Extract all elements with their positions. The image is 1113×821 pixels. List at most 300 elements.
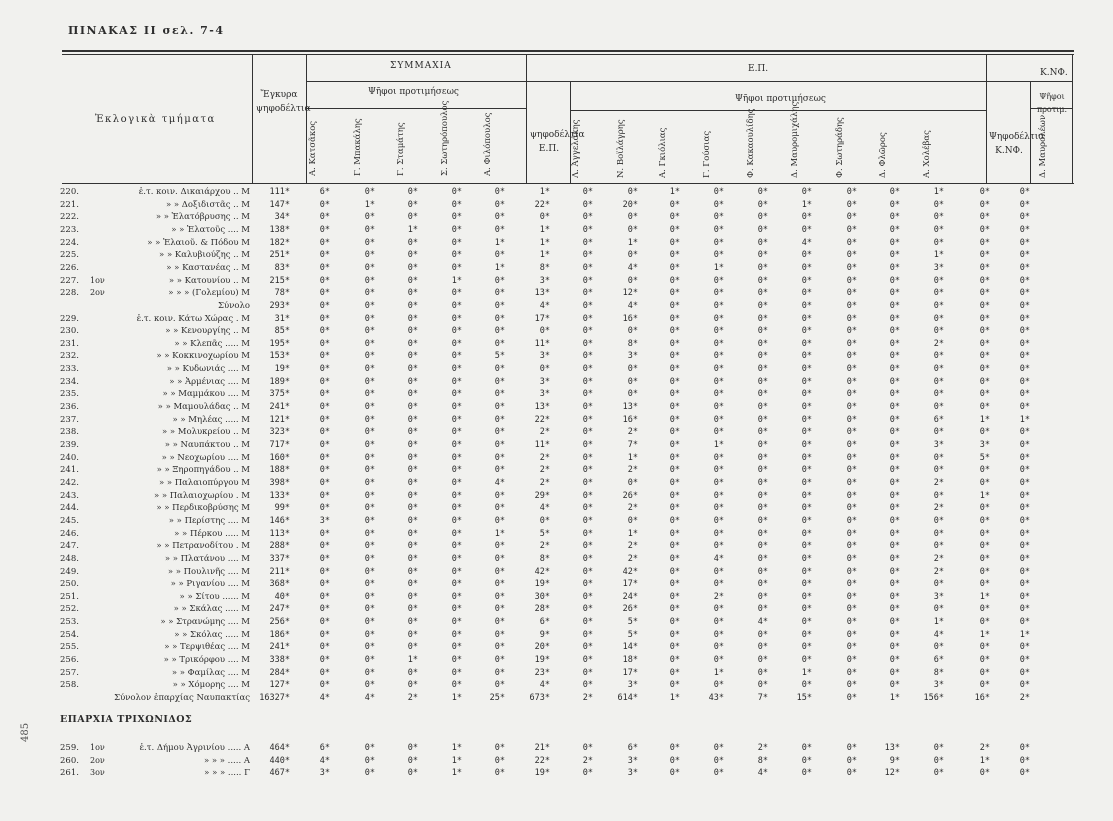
cell-value: 85* [274, 326, 290, 337]
cell-value: 0* [451, 300, 462, 311]
cell-value: 0* [582, 275, 593, 286]
cell-value: 0* [407, 300, 418, 311]
cell-value: 0* [319, 275, 330, 286]
cell-value: 16* [974, 693, 990, 703]
cell-value: 0* [801, 743, 812, 753]
table-row [0, 680, 1113, 691]
cell-value: 0* [451, 452, 462, 463]
cell-value: 0* [364, 224, 375, 235]
cell-value: 21* [534, 743, 550, 753]
cell-value: 16327* [259, 693, 290, 703]
cell-value: 23* [534, 667, 550, 678]
cell-value: 0* [407, 465, 418, 476]
cell-value: 0* [979, 402, 990, 413]
cell-value: 188* [269, 465, 290, 476]
cell-value: 0* [627, 515, 638, 526]
cell-value: 2* [713, 591, 724, 602]
cell-value: 0* [713, 300, 724, 311]
candidate-header: Α. Κατσᾶκος [308, 120, 318, 176]
row-label: » » Κενουργίης .. Μ [165, 326, 250, 337]
table-row [0, 516, 1113, 527]
cell-value: 0* [801, 427, 812, 438]
row-label: » » Καλυβιούζης .. Μ [159, 250, 250, 261]
cell-value: 0* [1019, 212, 1030, 223]
row-number: 223. [60, 224, 79, 235]
cell-value: 0* [889, 604, 900, 615]
cell-value: 398* [269, 477, 290, 488]
row-label: » » Ριγανίου .... Μ [170, 579, 250, 590]
cell-value: 0* [582, 212, 593, 223]
cell-value: 0* [494, 224, 505, 235]
cell-value: 19* [534, 655, 550, 666]
cell-value: 0* [627, 326, 638, 337]
cell-value: 0* [757, 351, 768, 362]
cell-value: 0* [757, 300, 768, 311]
cell-value: 0* [582, 262, 593, 273]
cell-value: 12* [622, 288, 638, 299]
cell-value: 5* [494, 351, 505, 362]
row-label: » » Ἑλατοῦς .... Μ [171, 224, 250, 235]
cell-value: 0* [846, 617, 857, 628]
cell-value: 0* [979, 275, 990, 286]
row-label: » » » ..... Γ [204, 768, 250, 778]
cell-value: 0* [451, 414, 462, 425]
row-label: » » Πουλινῆς .... Μ [167, 566, 250, 577]
cell-value: 0* [801, 528, 812, 539]
cell-value: 0* [801, 579, 812, 590]
cell-value: 31* [274, 313, 290, 324]
cell-value: 0* [889, 655, 900, 666]
cell-value: 0* [582, 376, 593, 387]
cell-value: 0* [713, 389, 724, 400]
row-label: » » Πετρανοδίτου . Μ [156, 541, 250, 552]
cell-value: 0* [757, 629, 768, 640]
cell-value: 7* [757, 693, 768, 703]
cell-value: 0* [627, 477, 638, 488]
knf-header: Κ.ΝΦ. [1040, 68, 1068, 78]
cell-value: 0* [713, 313, 724, 324]
cell-value: 0* [319, 617, 330, 628]
candidate-header: Δ. Μαυρολέων [1038, 114, 1048, 178]
cell-value: 0* [582, 250, 593, 261]
cell-value: 0* [494, 338, 505, 349]
cell-value: 0* [757, 452, 768, 463]
cell-value: 0* [713, 288, 724, 299]
cell-value: 0* [933, 515, 944, 526]
cell-value: 0* [801, 465, 812, 476]
cell-value: 1* [494, 262, 505, 273]
row-number: 256. [60, 655, 79, 666]
cell-value: 0* [582, 224, 593, 235]
cell-value: 0* [319, 553, 330, 564]
cell-value: 0* [979, 338, 990, 349]
cell-value: 0* [1019, 617, 1030, 628]
cell-value: 0* [539, 515, 550, 526]
row-number: 253. [60, 617, 79, 628]
cell-value: 0* [713, 503, 724, 514]
row-label: » » » (Γολεμίου) Μ [168, 288, 250, 299]
cell-value: 0* [582, 768, 593, 778]
cell-value: 4* [757, 617, 768, 628]
cell-value: 1* [801, 667, 812, 678]
cell-value: 0* [669, 503, 680, 514]
cell-value: 0* [889, 275, 900, 286]
cell-value: 0* [713, 237, 724, 248]
cell-value: 0* [801, 655, 812, 666]
cell-value: 0* [364, 617, 375, 628]
cell-value: 0* [319, 591, 330, 602]
cell-value: 0* [669, 566, 680, 577]
header-top-rule [62, 50, 1074, 52]
cell-value: 0* [1019, 503, 1030, 514]
cell-value: 0* [407, 604, 418, 615]
cell-value: 8* [539, 553, 550, 564]
cell-value: 0* [451, 617, 462, 628]
cell-value: 0* [846, 693, 857, 703]
cell-value: 0* [933, 376, 944, 387]
cell-value: 147* [269, 199, 290, 210]
cell-value: 0* [407, 414, 418, 425]
cell-value: 0* [364, 376, 375, 387]
cell-value: 0* [979, 642, 990, 653]
cell-value: 0* [846, 541, 857, 552]
cell-value: 0* [713, 364, 724, 375]
cell-value: 0* [846, 629, 857, 640]
cell-value: 0* [889, 376, 900, 387]
cell-value: 0* [407, 579, 418, 590]
cell-value: 0* [494, 326, 505, 337]
cell-value: 0* [669, 667, 680, 678]
cell-value: 29* [534, 490, 550, 501]
row-prefix: 2ον [90, 755, 105, 765]
cell-value: 0* [451, 655, 462, 666]
row-number: 245. [60, 515, 79, 526]
cell-value: 127* [269, 680, 290, 691]
row-label: » » Φαμίλας .... Μ [171, 667, 250, 678]
table-row [0, 276, 1113, 287]
row-number: 236. [60, 402, 79, 413]
cell-value: 15* [796, 693, 812, 703]
cell-value: 0* [846, 326, 857, 337]
cell-value: 0* [1019, 755, 1030, 766]
cell-value: 0* [494, 414, 505, 425]
cell-value: 0* [494, 376, 505, 387]
cell-value: 0* [494, 541, 505, 552]
cell-value: 0* [889, 389, 900, 400]
cell-value: 0* [494, 642, 505, 653]
cell-value: 0* [713, 477, 724, 488]
cell-value: 0* [582, 389, 593, 400]
cell-value: 2* [979, 743, 990, 753]
table-row [0, 389, 1113, 400]
cell-value: 3* [933, 680, 944, 691]
row-number: 231. [60, 338, 79, 349]
cell-value: 0* [319, 326, 330, 337]
cell-value: 0* [846, 187, 857, 197]
cell-value: 0* [801, 477, 812, 488]
cell-value: 1* [713, 667, 724, 678]
cell-value: 0* [364, 768, 375, 778]
cell-value: 160* [269, 452, 290, 463]
cell-value: 0* [979, 288, 990, 299]
cell-value: 2* [407, 693, 418, 703]
cell-value: 0* [319, 465, 330, 476]
row-number: 229. [60, 313, 79, 324]
page-title: ΠΙΝΑΚΑΣ ΙΙ σελ. 7-4 [68, 24, 225, 37]
cell-value: 0* [889, 427, 900, 438]
cell-value: 0* [757, 655, 768, 666]
cell-value: 0* [407, 389, 418, 400]
cell-value: 6* [539, 617, 550, 628]
row-number: 235. [60, 389, 79, 400]
cell-value: 0* [846, 452, 857, 463]
cell-value: 0* [1019, 427, 1030, 438]
cell-value: 1* [451, 768, 462, 778]
cell-value: 0* [669, 528, 680, 539]
row-number: 246. [60, 528, 79, 539]
cell-value: 0* [669, 364, 680, 375]
row-label: » » Καστανέας .. Μ [166, 262, 250, 273]
cell-value: 0* [451, 364, 462, 375]
cell-value: 0* [801, 389, 812, 400]
cell-value: 0* [757, 237, 768, 248]
cell-value: 0* [979, 604, 990, 615]
cell-value: 0* [364, 743, 375, 753]
cell-value: 0* [669, 465, 680, 476]
cell-value: 0* [933, 452, 944, 463]
cell-value: 0* [713, 755, 724, 766]
cell-value: 0* [582, 642, 593, 653]
row-label: » » » ..... Α [203, 755, 250, 766]
table-row [0, 415, 1113, 426]
cell-value: 0* [669, 629, 680, 640]
cell-value: 0* [846, 237, 857, 248]
cell-value: 0* [846, 224, 857, 235]
cell-value: 0* [494, 250, 505, 261]
candidate-header: Α. Γκιόλιας [658, 127, 668, 178]
cell-value: 0* [846, 364, 857, 375]
cell-value: 1* [494, 237, 505, 248]
cell-value: 0* [1019, 402, 1030, 413]
header-vrule [306, 54, 307, 183]
cell-value: 0* [889, 237, 900, 248]
cell-value: 0* [669, 768, 680, 778]
cell-value: 0* [801, 376, 812, 387]
cell-value: 0* [846, 212, 857, 223]
cell-value: 0* [669, 199, 680, 210]
cell-value: 0* [1019, 667, 1030, 678]
cell-value: 0* [364, 364, 375, 375]
cell-value: 2* [933, 553, 944, 564]
cell-value: 0* [319, 364, 330, 375]
cell-value: 1* [1019, 414, 1030, 425]
ep-pref-header: Ψῆφοι προτιμήσεως [735, 94, 826, 104]
cell-value: 9* [539, 629, 550, 640]
cell-value: 0* [669, 288, 680, 299]
cell-value: 0* [669, 326, 680, 337]
cell-value: 6* [933, 414, 944, 425]
cell-value: 0* [407, 187, 418, 197]
cell-value: 0* [889, 490, 900, 501]
cell-value: 0* [582, 680, 593, 691]
cell-value: 0* [451, 288, 462, 299]
cell-value: 0* [451, 604, 462, 615]
cell-value: 0* [451, 591, 462, 602]
cell-value: 11* [534, 338, 550, 349]
table-row [0, 187, 1113, 198]
row-label: » » Δοξιδιστᾶς .. Μ [165, 199, 250, 210]
cell-value: 0* [319, 300, 330, 311]
header-vrule [1072, 54, 1073, 183]
cell-value: 0* [669, 402, 680, 413]
cell-value: 0* [582, 591, 593, 602]
cell-value: 17* [534, 313, 550, 324]
cell-value: 3* [627, 680, 638, 691]
cell-value: 0* [627, 187, 638, 197]
cell-value: 0* [801, 187, 812, 197]
cell-value: 0* [494, 768, 505, 778]
cell-value: 0* [1019, 591, 1030, 602]
cell-value: 0* [319, 402, 330, 413]
cell-value: 20* [534, 642, 550, 653]
cell-value: 0* [979, 376, 990, 387]
cell-value: 0* [319, 566, 330, 577]
cell-value: 1* [979, 490, 990, 501]
cell-value: 0* [801, 768, 812, 778]
cell-value: 0* [319, 680, 330, 691]
cell-value: 0* [669, 604, 680, 615]
cell-value: 3* [979, 440, 990, 450]
cell-value: 0* [494, 579, 505, 590]
cell-value: 0* [1019, 199, 1030, 210]
cell-value: 0* [889, 566, 900, 577]
cell-value: 0* [889, 402, 900, 413]
cell-value: 0* [846, 414, 857, 425]
cell-value: 133* [269, 490, 290, 501]
cell-value: 0* [979, 477, 990, 488]
symmachia-pref-header: Ψῆφοι προτιμήσεως [368, 87, 459, 97]
row-number: 220. [60, 187, 79, 197]
cell-value: 0* [451, 515, 462, 526]
cell-value: 2* [627, 553, 638, 564]
header-vrule [526, 54, 527, 183]
cell-value: 195* [269, 338, 290, 349]
cell-value: 0* [889, 212, 900, 223]
cell-value: 0* [494, 427, 505, 438]
cell-value: 19* [534, 579, 550, 590]
cell-value: 0* [713, 326, 724, 337]
table-row [0, 250, 1113, 261]
cell-value: 0* [407, 566, 418, 577]
cell-value: 0* [364, 667, 375, 678]
cell-value: 0* [669, 477, 680, 488]
cell-value: 0* [407, 629, 418, 640]
cell-value: 0* [889, 224, 900, 235]
row-number: 233. [60, 364, 79, 375]
cell-value: 0* [451, 262, 462, 273]
cell-value: 0* [1019, 465, 1030, 476]
cell-value: 1* [933, 187, 944, 197]
cell-value: 0* [582, 667, 593, 678]
cell-value: 0* [889, 642, 900, 653]
cell-value: 0* [451, 490, 462, 501]
cell-value: 0* [582, 440, 593, 450]
row-number: 247. [60, 541, 79, 552]
row-label: » » Ἑλατόβρυσης .. Μ [155, 212, 250, 223]
cell-value: 0* [757, 515, 768, 526]
cell-value: 0* [757, 250, 768, 261]
cell-value: 215* [269, 275, 290, 286]
cell-value: 0* [451, 680, 462, 691]
row-prefix: 2ον [90, 288, 105, 298]
cell-value: 0* [889, 579, 900, 590]
cell-value: 0* [713, 376, 724, 387]
cell-value: 0* [364, 515, 375, 526]
cell-value: 0* [627, 389, 638, 400]
cell-value: 0* [451, 503, 462, 514]
cell-value: 0* [713, 212, 724, 223]
cell-value: 0* [669, 250, 680, 261]
cell-value: 0* [801, 515, 812, 526]
cell-value: 0* [1019, 452, 1030, 463]
row-number: 237. [60, 414, 79, 425]
cell-value: 0* [846, 604, 857, 615]
cell-value: 0* [933, 199, 944, 210]
row-label: » » Τερψιθέας .... Μ [164, 642, 250, 653]
cell-value: 0* [582, 490, 593, 501]
cell-value: 0* [539, 364, 550, 375]
cell-value: 5* [627, 617, 638, 628]
cell-value: 0* [846, 300, 857, 311]
cell-value: 0* [451, 667, 462, 678]
cell-value: 22* [534, 414, 550, 425]
cell-value: 99* [274, 503, 290, 514]
cell-value: 19* [534, 768, 550, 778]
cell-value: 0* [979, 541, 990, 552]
cell-value: 0* [889, 288, 900, 299]
cell-value: 0* [451, 642, 462, 653]
row-number: 248. [60, 553, 79, 564]
cell-value: 0* [979, 364, 990, 375]
cell-value: 19* [274, 364, 290, 375]
cell-value: 0* [801, 288, 812, 299]
cell-value: 0* [451, 566, 462, 577]
cell-value: 0* [451, 376, 462, 387]
cell-value: 0* [407, 490, 418, 501]
cell-value: 0* [582, 237, 593, 248]
cell-value: 0* [319, 224, 330, 235]
row-label: » » Στρανώμης .... Μ [160, 617, 250, 628]
cell-value: 0* [627, 212, 638, 223]
cell-value: 0* [1019, 604, 1030, 615]
cell-value: 0* [494, 604, 505, 615]
cell-value: 2* [582, 693, 593, 703]
cell-value: 0* [889, 503, 900, 514]
cell-value: 0* [319, 414, 330, 425]
cell-value: 0* [713, 541, 724, 552]
table-row [0, 579, 1113, 590]
cell-value: 0* [451, 326, 462, 337]
cell-value: 0* [801, 313, 812, 324]
cell-value: 2* [627, 541, 638, 552]
cell-value: 0* [669, 515, 680, 526]
cell-value: 0* [846, 389, 857, 400]
cell-value: 0* [494, 300, 505, 311]
cell-value: 0* [494, 313, 505, 324]
cell-value: 0* [494, 199, 505, 210]
cell-value: 0* [801, 262, 812, 273]
cell-value: 0* [757, 187, 768, 197]
